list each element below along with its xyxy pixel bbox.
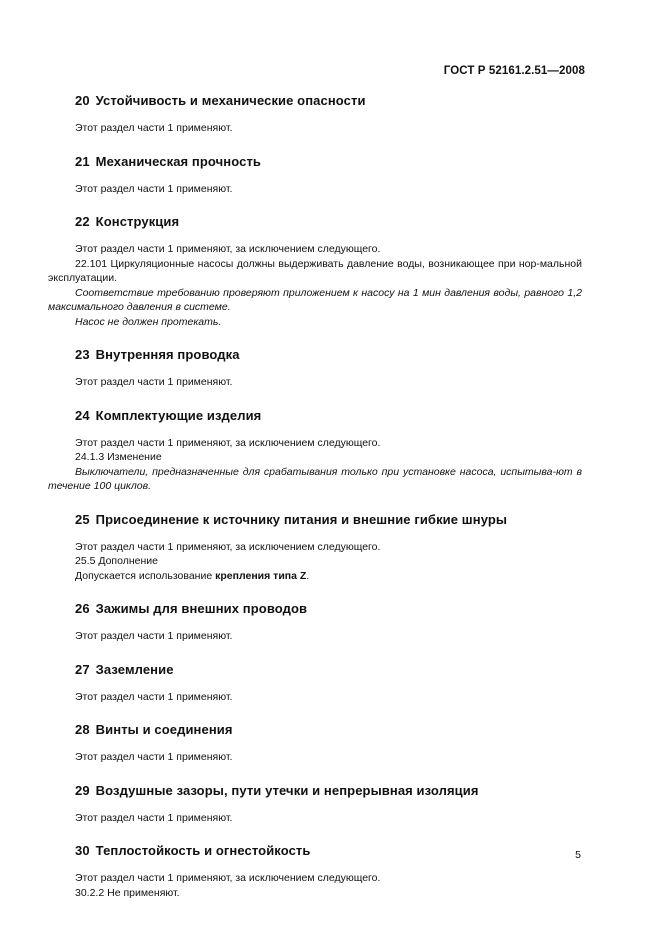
section-title: Зажимы для внешних проводов (95, 601, 308, 616)
section-24 (48, 407, 582, 494)
section-title: Внутренняя проводка (95, 347, 240, 362)
section-heading (75, 600, 582, 618)
section-29 (48, 782, 582, 826)
paragraph-text: Допускается использование (75, 569, 216, 582)
paragraph: Этот раздел части 1 применяют. (75, 630, 233, 642)
paragraph-bold-text: крепления типа Z (215, 569, 307, 582)
section-number: 22 (75, 214, 90, 229)
section-heading (75, 346, 582, 364)
section-21 (48, 153, 582, 197)
section-heading (75, 213, 582, 231)
section-title: Механическая прочность (95, 153, 262, 169)
paragraph: Этот раздел части 1 применяют. (75, 751, 233, 763)
section-title: Заземление (95, 661, 174, 677)
section-title: Комплектующие изделия (95, 407, 262, 423)
paragraph: Этот раздел части 1 применяют. (75, 690, 233, 703)
paragraph: Этот раздел части 1 применяют. (75, 811, 233, 824)
paragraph (48, 569, 582, 584)
section-20 (48, 92, 582, 136)
section-number: 27 (75, 661, 90, 677)
section-number: 20 (75, 93, 90, 108)
paragraph: 25.5 Дополнение (75, 555, 158, 567)
paragraph: Этот раздел части 1 применяют. (75, 376, 233, 388)
paragraph-italic: Насос не должен протекать. (75, 315, 222, 328)
section-number: 23 (75, 347, 90, 362)
section-number: 29 (75, 782, 90, 798)
section-number: 30 (75, 843, 90, 858)
paragraph: Этот раздел части 1 применяют, за исключением следующего. (75, 436, 381, 449)
section-number: 25 (75, 511, 90, 527)
section-heading (75, 92, 582, 110)
section-title: Теплостойкость и огнестойкость (95, 843, 311, 858)
section-28 (48, 721, 582, 765)
section-title: Воздушные зазоры, пути утечки и непрерывная изоляция (95, 782, 479, 798)
section-22 (48, 213, 582, 329)
paragraph-italic: Соответствие требованию проверяют приложением к насосу на 1 мин давления воды, равного 1,2 максимального давления в системе. (48, 286, 582, 313)
section-number: 21 (75, 153, 90, 169)
page-number: 5 (575, 849, 581, 861)
section-heading (75, 511, 582, 529)
section-27 (48, 661, 582, 705)
section-number: 24 (75, 407, 90, 423)
paragraph-italic: Выключатели, предназначенные для срабатывания только при установке насоса, испытыва-ют в течение 100 циклов. (48, 465, 582, 492)
section-26 (48, 600, 582, 644)
paragraph: 30.2.2 Не применяют. (75, 886, 180, 899)
standard-designation: ГОСТ Р 52161.2.51—2008 (443, 65, 585, 77)
section-25 (48, 511, 582, 584)
section-number: 28 (75, 722, 90, 737)
section-heading (75, 842, 582, 860)
paragraph: 24.1.3 Изменение (75, 451, 162, 463)
section-heading (75, 721, 582, 739)
section-heading (75, 661, 582, 679)
section-title: Винты и соединения (95, 722, 233, 737)
section-number: 26 (75, 601, 90, 616)
section-heading (75, 407, 582, 425)
paragraph: Этот раздел части 1 применяют, за исключением следующего. (75, 540, 381, 553)
paragraph: 22.101 Циркуляционные насосы должны выдерживать давление воды, возникающее при нор-мальной эксплуатации. (48, 257, 582, 284)
section-23 (48, 346, 582, 390)
section-heading (75, 153, 582, 171)
section-heading (75, 782, 582, 800)
paragraph: Этот раздел части 1 применяют. (75, 182, 233, 195)
section-title: Конструкция (95, 214, 180, 229)
section-title: Присоединение к источнику питания и внешние гибкие шнуры (95, 511, 508, 527)
section-title: Устойчивость и механические опасности (95, 93, 366, 108)
section-30 (48, 842, 582, 900)
document-body (48, 92, 582, 900)
paragraph: Этот раздел части 1 применяют, за исключением следующего. (75, 243, 381, 255)
paragraph: Этот раздел части 1 применяют. (75, 122, 233, 134)
paragraph: Этот раздел части 1 применяют, за исключением следующего. (75, 872, 381, 884)
paragraph-text: . (306, 569, 310, 582)
